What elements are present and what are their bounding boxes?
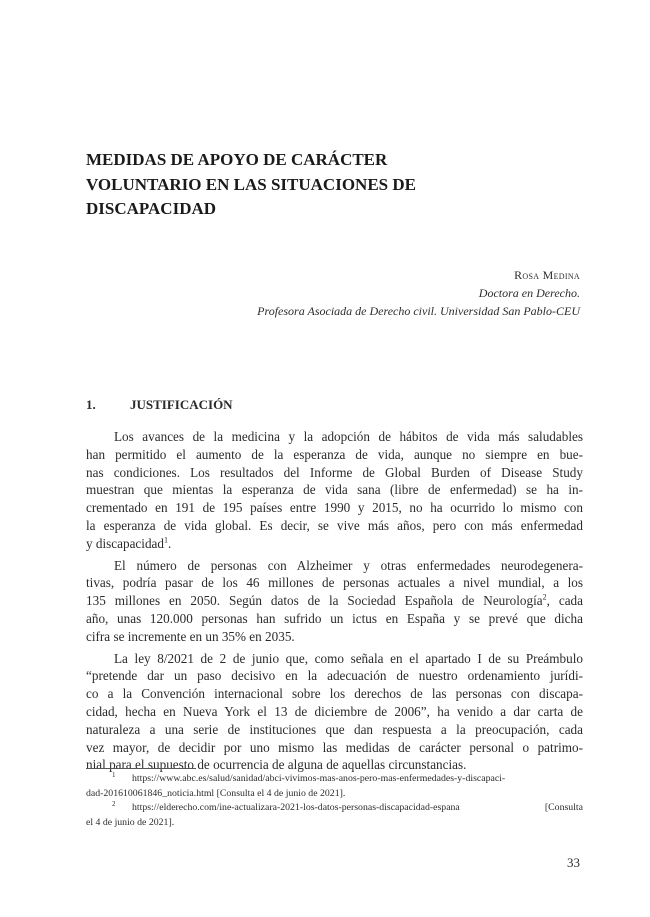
author-name: Rosa Medina <box>514 268 580 282</box>
text-line: tivas, podría pasar de los 46 millones de personas actuales a nivel mundial, a los <box>86 575 583 591</box>
text-line <box>86 535 583 553</box>
chapter-title <box>86 148 566 222</box>
text-line: Los avances de la medicina y la adopción de hábitos de vida más saludables <box>114 429 583 444</box>
text-line: cidad, hecha en Nueva York el 13 de diciembre de 2006”, ha venido a dar carta de <box>86 703 583 719</box>
text-line: “pretende dar un paso decisivo en la adecuación de nuestro ordenamiento jurídi- <box>86 668 583 684</box>
text-line <box>86 592 583 610</box>
chapter-title-line: DISCAPACIDAD <box>86 199 217 218</box>
footnote-link[interactable]: https://www.abc.es/salud/sanidad/abci-vivimos-mas-anos-pero-mas-enfermedades-y-discapaci- <box>132 773 506 784</box>
chapter-title-line: VOLUNTARIO EN LAS SITUACIONES DE <box>86 174 416 194</box>
footnote-line: 2 https://elderecho.com/ine-actualizara-2021-los-datos-personas-discapacidad-espana [Consulta <box>112 799 583 813</box>
chapter-title-line: MEDIDAS DE APOYO DE CARÁCTER <box>86 150 388 169</box>
text-line: muestran que mientas la esperanza de vida sana (libre de enfermedad) se ha in- <box>86 482 583 498</box>
section-number: 1. <box>86 397 96 412</box>
text-line: La ley 8/2021 de 2 de junio que, como señala en el apartado I de su Preámbulo <box>114 650 583 666</box>
text-line: naturaleza a una serie de instituciones que dan respuesta a la preocupación, cada <box>86 721 583 737</box>
footnotes <box>86 772 583 830</box>
text-line: El número de personas con Alzheimer y otras enfermedades neurodegenera- <box>114 557 583 573</box>
text-line: nas condiciones. Los resultados del Informe de Global Burden of Disease Study <box>86 464 583 480</box>
paragraph <box>86 428 583 553</box>
text-fragment: 135 millones en 2050. Según datos de la Sociedad Española de Neurología <box>86 593 543 609</box>
footnote <box>86 772 583 801</box>
footnote-line: 1 https://www.abc.es/salud/sanidad/abci-vivimos-mas-anos-pero-mas-enfermedades-y-discapaci- <box>112 770 506 784</box>
text-fragment: . <box>168 535 172 551</box>
text-fragment: y discapacidad <box>86 535 164 551</box>
footnote-line: dad-201610061846_noticia.html [Consulta el 4 de junio de 2021]. <box>86 787 346 799</box>
author-block <box>257 266 580 320</box>
paragraph <box>86 557 583 646</box>
paragraph <box>86 650 583 775</box>
page-number: 33 <box>567 855 580 870</box>
text-line: han permitido el aumento de la esperanza de vida, aunque no siempre en bue- <box>86 446 583 462</box>
text-fragment: , cada <box>546 593 583 609</box>
footnote-reference[interactable]: 1 <box>164 535 168 545</box>
text-line: nial para el supuesto de ocurrencia de alguna de aquellas circunstancias. <box>86 757 467 773</box>
footnote-reference[interactable]: 2 <box>542 592 547 602</box>
text-line: vez mayor, de decidir por uno mismo las medidas de carácter personal o patrimo- <box>86 739 583 755</box>
body-text <box>86 428 583 778</box>
text-line: año, unas 120.000 personas han sufrido un ictus en España y se prevé que dicha <box>86 610 583 626</box>
text-line: cifra se incremente en un 35% en 2035. <box>86 628 295 644</box>
footnote-link[interactable]: https://elderecho.com/ine-actualizara-2021-los-datos-personas-discapacidad-espana [Consulta <box>132 802 583 813</box>
text-line: crementado en 191 de 195 países entre 1990 y 2015, no ha ocurrido lo mismo con <box>86 500 583 516</box>
section-title: JUSTIFICACIÓN <box>130 397 233 412</box>
section-heading <box>86 397 233 413</box>
footnote-line: el 4 de junio de 2021]. <box>86 816 175 828</box>
footnote-divider <box>86 768 196 769</box>
author-affiliation: Doctora en Derecho. <box>478 286 580 300</box>
author-affiliation: Profesora Asociada de Derecho civil. Universidad San Pablo-CEU <box>257 304 580 318</box>
footnote <box>86 801 583 830</box>
text-line: la esperanza de vida global. Es decir, se vive más años, pero con más enfermedad <box>86 517 583 533</box>
text-line: co a la Convención internacional sobre los derechos de las personas con discapa- <box>86 686 583 702</box>
